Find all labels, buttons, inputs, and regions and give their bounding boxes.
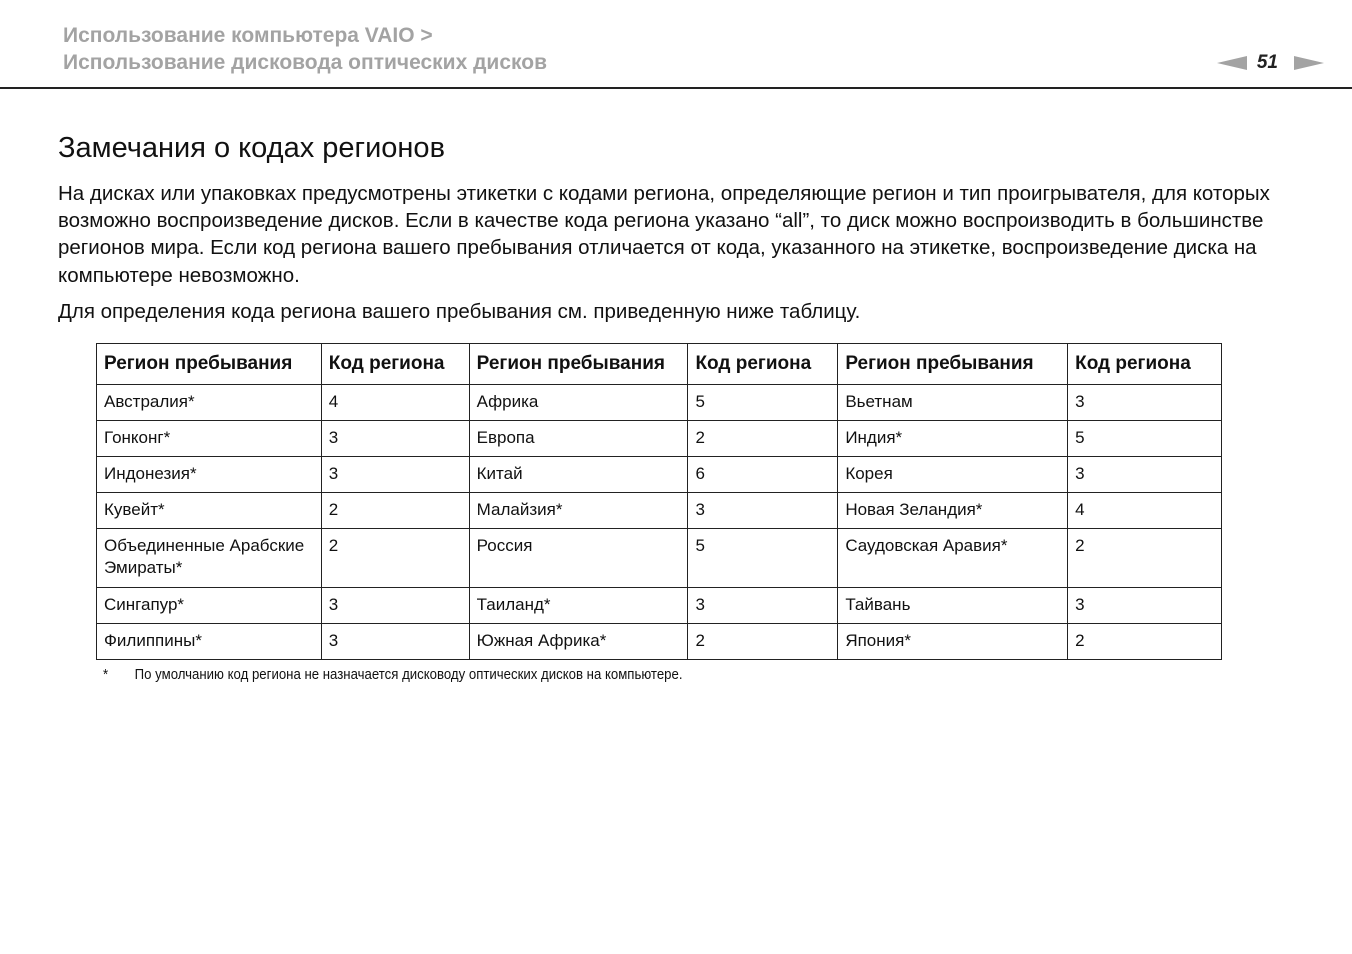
region-cell: Корея [838,457,1068,493]
page-title: Замечания о кодах регионов [58,132,445,164]
column-header: Код региона [1068,344,1222,385]
region-cell: Объединенные Арабские Эмираты* [97,529,322,588]
region-cell: Южная Африка* [469,624,688,660]
code-cell: 3 [321,588,469,624]
page-navigation [1217,50,1324,76]
code-cell: 3 [321,624,469,660]
footnote-text: По умолчанию код региона не назначается дисководу оптических дисков на компьютере. [134,666,683,683]
region-cell: Гонконг* [97,421,322,457]
region-cell: Сингапур* [97,588,322,624]
column-header: Код региона [321,344,469,385]
region-cell: Новая Зеландия* [838,493,1068,529]
footnote-mark: * [103,666,109,683]
column-header: Регион пребывания [97,344,322,385]
code-cell: 2 [1068,529,1222,588]
code-cell: 3 [1068,457,1222,493]
column-header: Регион пребывания [838,344,1068,385]
code-cell: 5 [1068,421,1222,457]
region-cell: Индонезия* [97,457,322,493]
region-cell: Тайвань [838,588,1068,624]
right-arrow-icon[interactable] [1294,56,1324,70]
table-header-row [97,344,1222,385]
region-cell: Филиппины* [97,624,322,660]
code-cell: 3 [688,493,838,529]
table-row [97,588,1222,624]
footnote [103,666,683,683]
table-intro-paragraph: Для определения кода региона вашего пребывания см. приведенную ниже таблицу. [58,300,861,323]
region-cell: Австралия* [97,385,322,421]
region-cell: Таиланд* [469,588,688,624]
table-row [97,421,1222,457]
page-number: 51 [1256,52,1278,73]
breadcrumb-current: Использование дисковода оптических дисков [63,51,547,74]
region-cell: Малайзия* [469,493,688,529]
code-cell: 4 [321,385,469,421]
region-code-table [96,343,1222,660]
code-cell: 3 [321,457,469,493]
code-cell: 6 [688,457,838,493]
code-cell: 5 [688,385,838,421]
code-cell: 2 [321,529,469,588]
page-header [0,0,1352,89]
code-cell: 2 [1068,624,1222,660]
breadcrumb [63,22,547,76]
table-row [97,457,1222,493]
left-arrow-icon[interactable] [1217,56,1247,70]
code-cell: 2 [688,624,838,660]
breadcrumb-link-vaio[interactable]: Использование компьютера VAIO > [63,24,433,47]
column-header: Код региона [688,344,838,385]
table-row [97,385,1222,421]
table-row [97,493,1222,529]
column-header: Регион пребывания [469,344,688,385]
intro-paragraph: На дисках или упаковках предусмотрены этикетки с кодами региона, определяющие регион и тип проигрывателя, для которых возможно воспроизведение дисков. Если в качестве кода региона указано “all”, то диск можно воспроизводить в большинстве регионов мира. Если код региона вашего пребывания отличается от кода, указанного на этикетке, воспроизведение диска на компьютере невозможно. [58,182,1270,287]
code-cell: 3 [1068,385,1222,421]
region-cell: Вьетнам [838,385,1068,421]
region-cell: Россия [469,529,688,588]
code-cell: 2 [688,421,838,457]
table-row [97,624,1222,660]
code-cell: 5 [688,529,838,588]
region-cell: Африка [469,385,688,421]
region-cell: Саудовская Аравия* [838,529,1068,588]
code-cell: 4 [1068,493,1222,529]
code-cell: 3 [688,588,838,624]
region-cell: Китай [469,457,688,493]
region-cell: Кувейт* [97,493,322,529]
code-cell: 3 [321,421,469,457]
code-cell: 2 [321,493,469,529]
code-cell: 3 [1068,588,1222,624]
region-cell: Индия* [838,421,1068,457]
table-row [97,529,1222,588]
region-cell: Европа [469,421,688,457]
region-cell: Япония* [838,624,1068,660]
